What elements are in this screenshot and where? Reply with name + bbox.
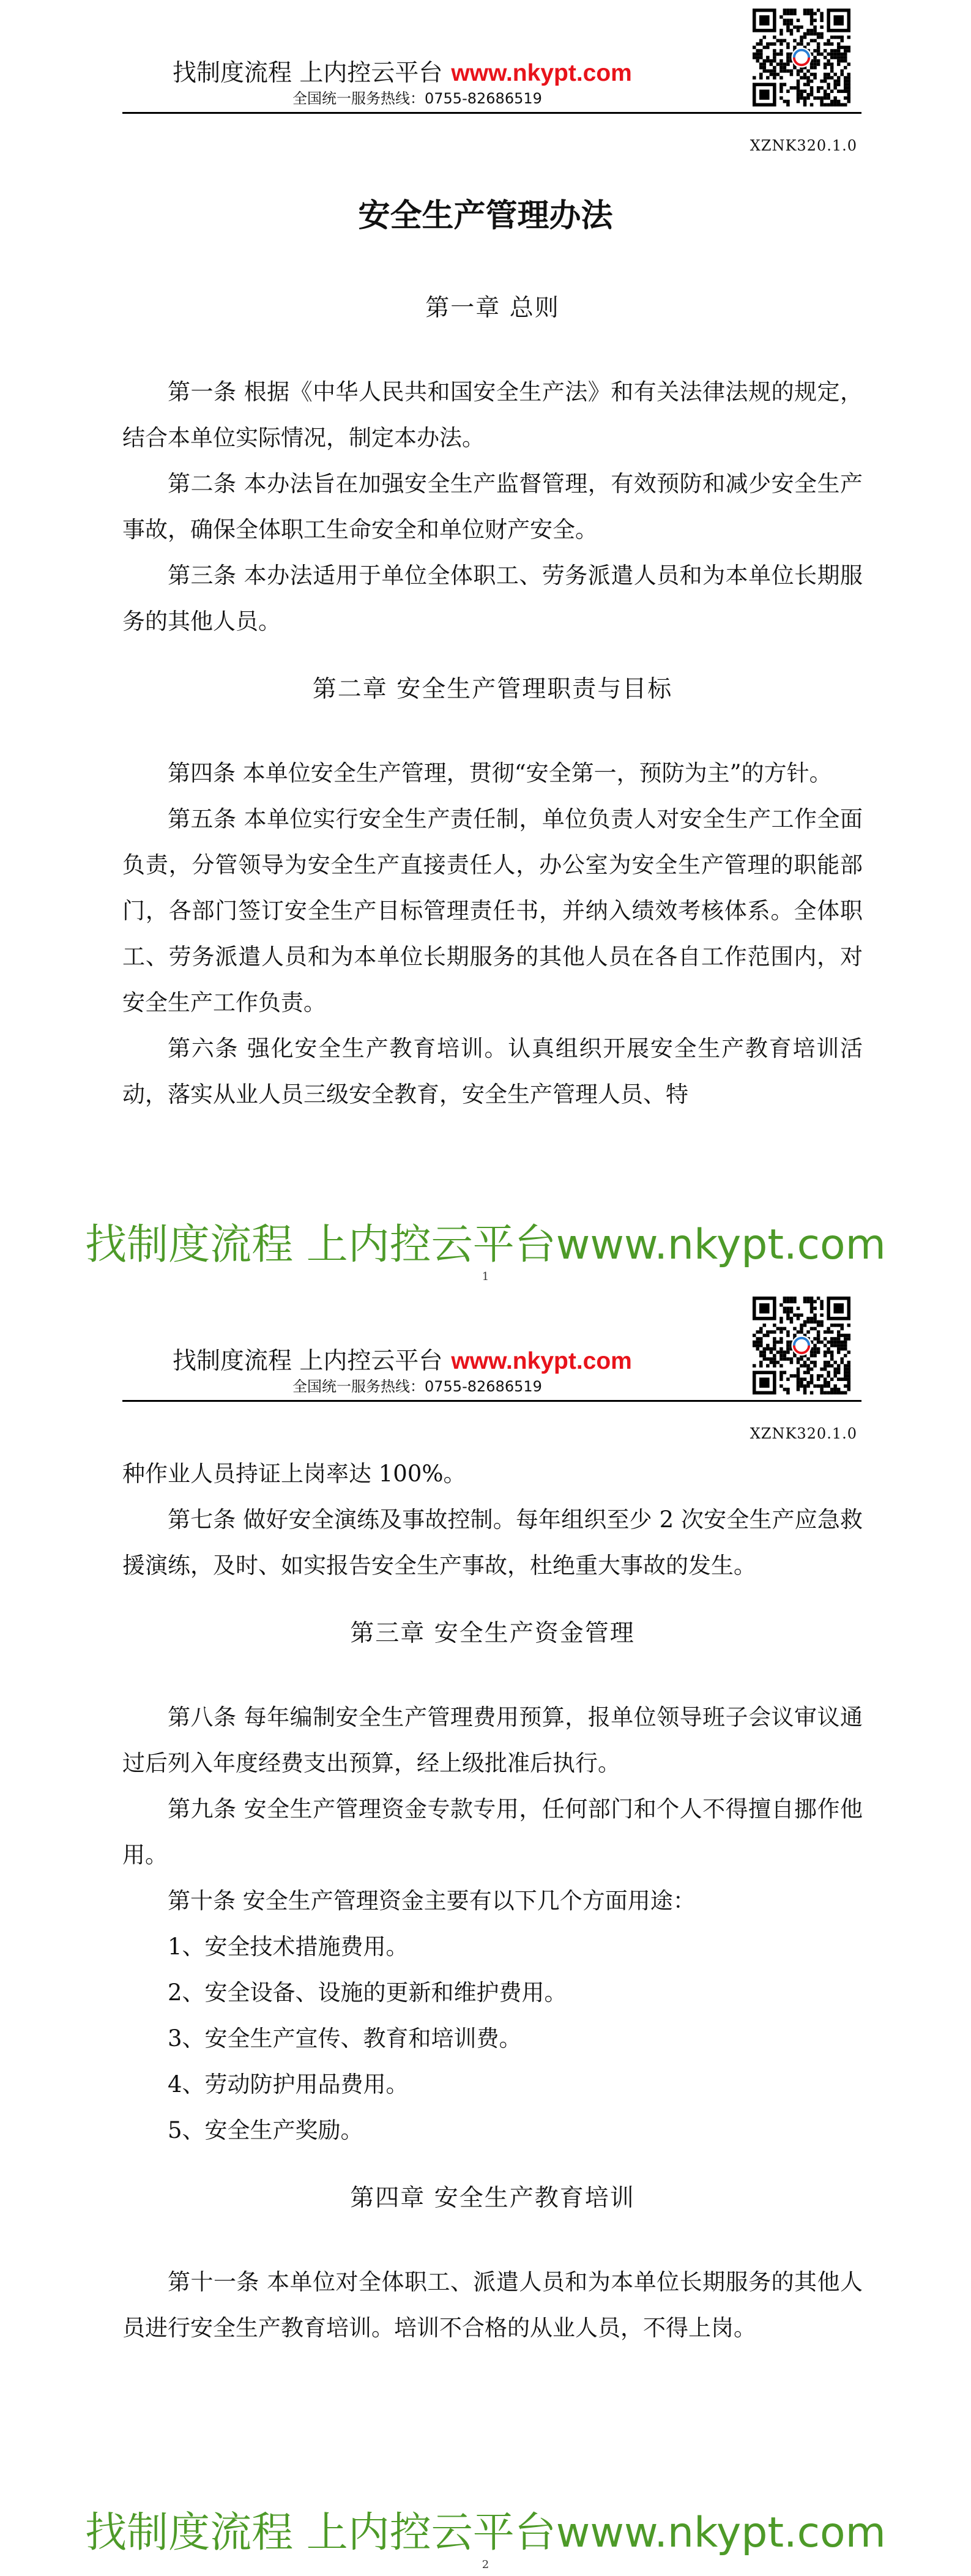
- header-divider: [122, 112, 861, 114]
- article-7: 第七条 做好安全演练及事故控制。每年组织至少 2 次安全生产应急救援演练，及时、如实报告安全生产事故，杜绝重大事故的发生。: [122, 1506, 863, 1579]
- article-10: 第十条 安全生产管理资金主要有以下几个方面用途：: [168, 1888, 696, 1914]
- chapter-2-heading: 第二章 安全生产管理职责与目标: [312, 676, 673, 703]
- article-4: 第四条 本单位安全生产管理，贯彻“安全第一，预防为主”的方针。: [168, 760, 832, 786]
- chapter-1-heading: 第一章 总则: [425, 294, 560, 322]
- page-1-body: [122, 285, 863, 1117]
- chapter-3-heading: 第三章 安全生产资金管理: [350, 1620, 635, 1647]
- header-hotline: 全国统一服务热线：0755-82686519: [292, 90, 542, 107]
- chapter-4-heading: 第四章 安全生产教育培训: [350, 2184, 635, 2212]
- header-url-link[interactable]: www.nkypt.com: [451, 1348, 632, 1374]
- article-6-part-1: 第六条 强化安全生产教育培训。认真组织开展安全生产教育培训活动，落实从业人员三级安全教育，安全生产管理人员、特: [122, 1035, 863, 1107]
- document-page-2: [0, 1288, 971, 2576]
- header-brand: [173, 1342, 632, 1376]
- header-url-link[interactable]: www.nkypt.com: [451, 60, 632, 86]
- header-brand: [173, 54, 632, 88]
- header-hotline: 全国统一服务热线：0755-82686519: [292, 1378, 542, 1395]
- fund-use-item: 1、安全技术措施费用。: [168, 1934, 409, 1960]
- article-6-part-2: 种作业人员持证上岗率达 100%。: [122, 1461, 466, 1487]
- article-2: 第二条 本办法旨在加强安全生产监督管理，有效预防和减少安全生产事故，确保全体职工生命安全和单位财产安全。: [122, 471, 863, 543]
- header-brand-text: 找制度流程 上内控云平台: [173, 1347, 443, 1375]
- fund-use-item: 4、劳动防护用品费用。: [168, 2071, 409, 2098]
- article-8: 第八条 每年编制安全生产管理费用预算，报单位领导班子会议审议通过后列入年度经费支出预算，经上级批准后执行。: [122, 1704, 863, 1776]
- article-3: 第三条 本办法适用于单位全体职工、劳务派遣人员和为本单位长期服务的其他人员。: [122, 562, 863, 635]
- footer-watermark: 找制度流程 上内控云平台www.nkypt.com: [85, 2509, 886, 2557]
- article-9: 第九条 安全生产管理资金专款专用，任何部门和个人不得擅自挪作他用。: [122, 1796, 863, 1868]
- page-2-body: [122, 1451, 863, 2351]
- article-5: 第五条 本单位实行安全生产责任制，单位负责人对安全生产工作全面负责，分管领导为安全生产直接责任人，办公室为安全生产管理的职能部门，各部门签订安全生产目标管理责任书，并纳入绩效考核体系。全体职工、劳务派遣人员和为本单位长期服务的其他人员在各自工作范围内，对安全生产工作负责。: [122, 806, 863, 1016]
- header-brand-text: 找制度流程 上内控云平台: [173, 59, 443, 87]
- qr-code-icon: [753, 9, 850, 106]
- document-code: XZNK320.1.0: [750, 1425, 857, 1442]
- fund-use-item: 3、安全生产宣传、教育和培训费。: [168, 2025, 522, 2052]
- header-divider: [122, 1400, 861, 1402]
- qr-code-icon: [753, 1297, 850, 1394]
- document-title: 安全生产管理办法: [358, 198, 613, 234]
- article-1: 第一条 根据《中华人民共和国安全生产法》和有关法律法规的规定，结合本单位实际情况，制定本办法。: [122, 379, 863, 451]
- fund-use-item: 2、安全设备、设施的更新和维护费用。: [168, 1979, 567, 2006]
- page-number: 1: [482, 1270, 489, 1283]
- document-code: XZNK320.1.0: [750, 137, 857, 154]
- footer-watermark: 找制度流程 上内控云平台www.nkypt.com: [85, 1221, 886, 1269]
- fund-use-item: 5、安全生产奖励。: [168, 2117, 363, 2143]
- page-number: 2: [482, 2558, 489, 2571]
- article-11: 第十一条 本单位对全体职工、派遣人员和为本单位长期服务的其他人员进行安全生产教育培训。培训不合格的从业人员，不得上岗。: [122, 2269, 863, 2341]
